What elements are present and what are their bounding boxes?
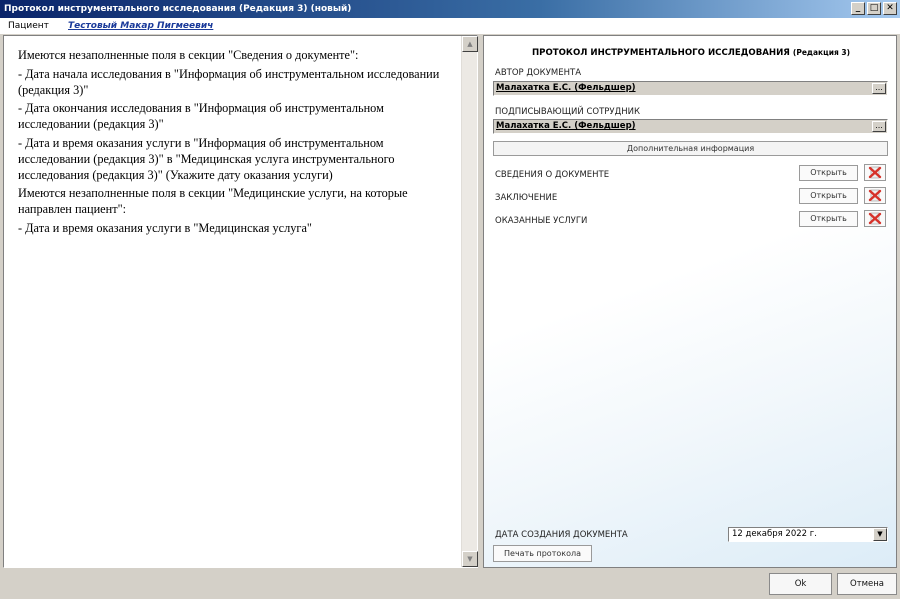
delete-icon (865, 165, 885, 180)
scroll-up-icon[interactable]: ▲ (462, 36, 478, 52)
ok-button[interactable]: Ok (769, 573, 832, 595)
validation-message (18, 48, 448, 240)
window-titlebar (0, 0, 900, 18)
creation-date-select[interactable] (728, 527, 888, 542)
message-line: - Дата и время оказания услуги в "Медицинская услуга" (18, 220, 312, 235)
scroll-down-icon[interactable]: ▼ (462, 551, 478, 567)
chevron-down-icon[interactable]: ▼ (873, 528, 887, 541)
section-label-document-info: СВЕДЕНИЯ О ДОКУМЕНТЕ (495, 170, 610, 180)
maximize-button[interactable]: □ (867, 2, 881, 15)
protocol-pane (483, 35, 897, 568)
additional-info-button[interactable]: Дополнительная информация (493, 141, 888, 156)
protocol-title-suffix: (Редакция 3) (792, 48, 851, 57)
open-services-button[interactable]: Открыть (799, 211, 858, 227)
patient-label: Пациент (8, 21, 49, 31)
open-conclusion-button[interactable]: Открыть (799, 188, 858, 204)
patient-name-link[interactable]: Тестовый Макар Пигмеевич (68, 21, 214, 31)
protocol-title (484, 48, 898, 58)
signer-value: Малахатка Е.С. (Фельдшер) (496, 121, 636, 131)
creation-date-value: 12 декабря 2022 г. (732, 529, 817, 539)
author-browse-button[interactable]: ... (872, 83, 886, 94)
message-line: Имеются незаполненные поля в секции "Медицинские услуги, на которые направлен пациент": (18, 186, 408, 217)
close-button[interactable]: ✕ (883, 2, 897, 15)
delete-services-button[interactable] (864, 210, 886, 227)
signer-browse-button[interactable]: ... (872, 121, 886, 132)
open-document-info-button[interactable]: Открыть (799, 165, 858, 181)
delete-icon (865, 211, 885, 226)
minimize-button[interactable]: _ (851, 2, 865, 15)
window-title: Протокол инструментального исследования (Редакция 3) (новый) (4, 4, 352, 14)
message-line: - Дата окончания исследования в "Информация об инструментальном исследовании (редакция 3)" (18, 101, 384, 132)
patient-row (0, 18, 900, 34)
protocol-title-text: ПРОТОКОЛ ИНСТРУМЕНТАЛЬНОГО ИССЛЕДОВАНИЯ (531, 48, 790, 58)
print-protocol-button[interactable]: Печать протокола (493, 545, 592, 562)
author-label: АВТОР ДОКУМЕНТА (495, 68, 582, 78)
author-field[interactable] (493, 81, 888, 96)
section-label-services: ОКАЗАННЫЕ УСЛУГИ (495, 216, 588, 226)
window-controls (851, 2, 897, 15)
delete-icon (865, 188, 885, 203)
section-label-conclusion: ЗАКЛЮЧЕНИЕ (495, 193, 558, 203)
validation-message-pane (3, 35, 478, 568)
signer-label: ПОДПИСЫВАЮЩИЙ СОТРУДНИК (495, 107, 640, 117)
cancel-button[interactable]: Отмена (837, 573, 897, 595)
signer-field[interactable] (493, 119, 888, 134)
message-line: - Дата и время оказания услуги в "Информация об инструментальном исследовании (редакция 3)" в "Медицинская услуга инструментального исследования (редакция 3)" (Укажите дату оказания услуги) (18, 135, 395, 182)
vertical-scrollbar[interactable] (461, 36, 477, 567)
delete-document-info-button[interactable] (864, 164, 886, 181)
creation-date-label: ДАТА СОЗДАНИЯ ДОКУМЕНТА (495, 530, 628, 540)
author-value: Малахатка Е.С. (Фельдшер) (496, 83, 636, 93)
message-line: - Дата начала исследования в "Информация об инструментальном исследовании (редакция 3)" (18, 66, 440, 97)
message-line: Имеются незаполненные поля в секции "Сведения о документе": (18, 48, 359, 62)
delete-conclusion-button[interactable] (864, 187, 886, 204)
